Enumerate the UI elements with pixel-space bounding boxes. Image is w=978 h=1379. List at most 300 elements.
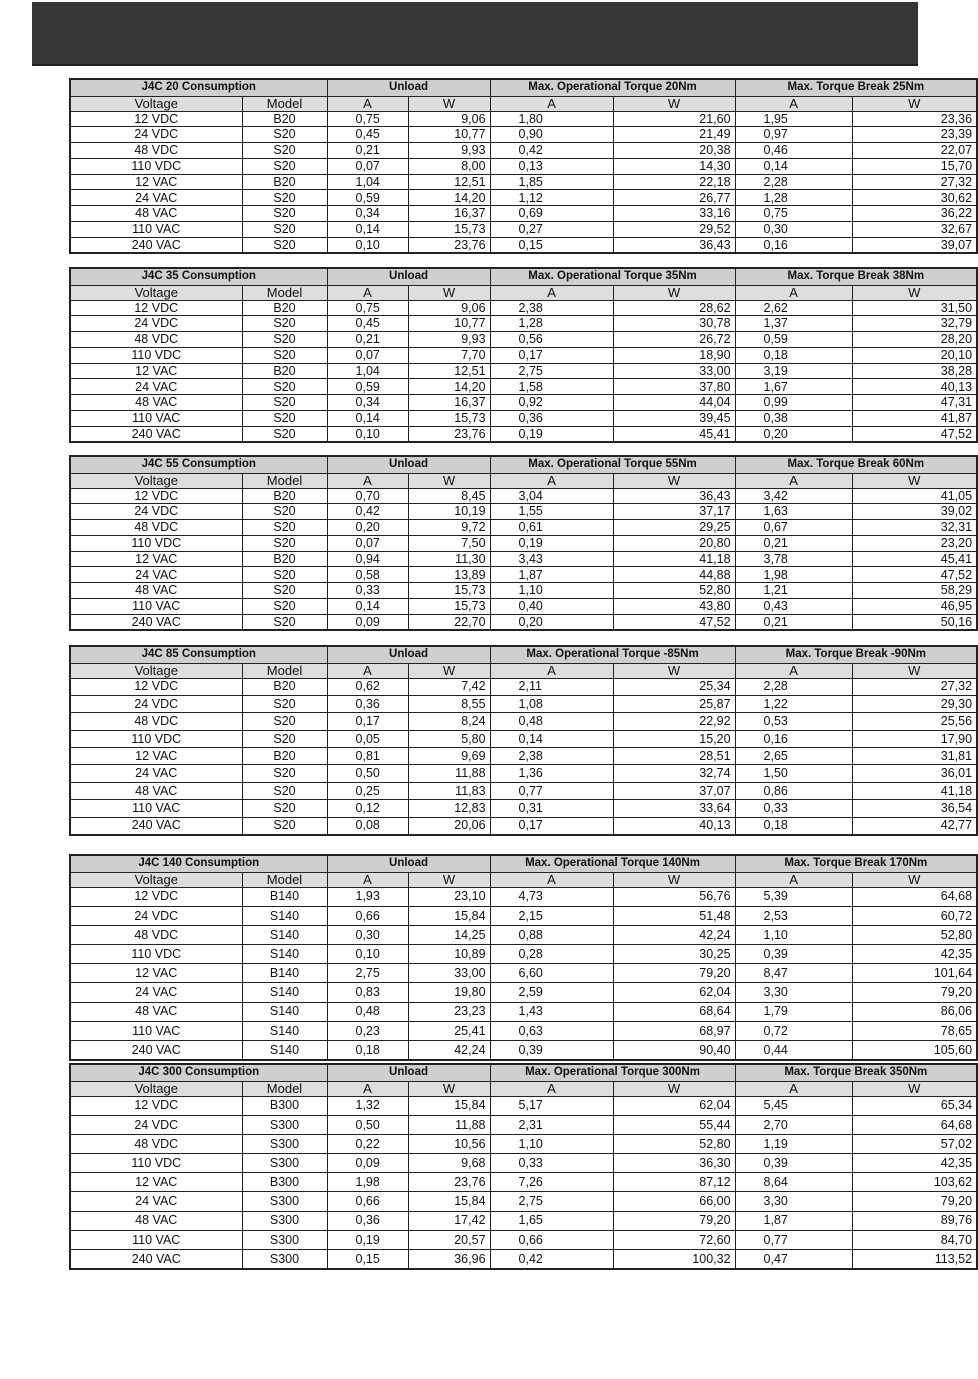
column-header: Model (242, 473, 327, 488)
watts-cell: 89,76 (852, 1211, 977, 1230)
model-cell: B20 (242, 678, 327, 695)
model-cell: S300 (242, 1230, 327, 1249)
watts-cell: 47,52 (613, 614, 735, 630)
model-cell: S20 (242, 190, 327, 206)
amps-cell: 0,25 (327, 782, 408, 799)
watts-cell: 8,00 (408, 158, 490, 174)
table-row (70, 206, 977, 222)
watts-cell: 7,50 (408, 535, 490, 551)
voltage-cell: 110 VAC (70, 800, 242, 817)
column-group-header: Unload (327, 79, 490, 96)
amps-cell: 1,28 (490, 316, 613, 332)
column-header: W (613, 1081, 735, 1096)
amps-cell: 0,22 (327, 1134, 408, 1153)
watts-cell: 28,20 (852, 332, 977, 348)
table-row (70, 748, 977, 765)
model-cell: S300 (242, 1134, 327, 1153)
watts-cell: 46,95 (852, 599, 977, 615)
watts-cell: 25,87 (613, 695, 735, 712)
column-header: W (408, 1081, 490, 1096)
table-row (70, 945, 977, 964)
model-cell: S20 (242, 713, 327, 730)
amps-cell: 0,33 (735, 800, 852, 817)
column-header: A (490, 473, 613, 488)
watts-cell: 37,07 (613, 782, 735, 799)
column-group-header: Max. Operational Torque 35Nm (490, 268, 735, 285)
column-header: Voltage (70, 473, 242, 488)
amps-cell: 0,66 (327, 1192, 408, 1211)
table-row (70, 237, 977, 253)
table-row (70, 347, 977, 363)
watts-cell: 25,34 (613, 678, 735, 695)
watts-cell: 23,36 (852, 111, 977, 127)
table-row (70, 782, 977, 799)
voltage-cell: 110 VDC (70, 1154, 242, 1173)
column-header: A (735, 285, 852, 300)
amps-cell: 1,36 (490, 765, 613, 782)
amps-cell: 0,81 (327, 748, 408, 765)
amps-cell: 1,19 (735, 1134, 852, 1153)
column-group-header: Unload (327, 268, 490, 285)
amps-cell: 1,08 (490, 695, 613, 712)
table-row (70, 379, 977, 395)
column-header: Voltage (70, 663, 242, 678)
amps-cell: 0,36 (490, 411, 613, 427)
amps-cell: 0,70 (327, 488, 408, 504)
voltage-cell: 12 VAC (70, 363, 242, 379)
watts-cell: 16,37 (408, 395, 490, 411)
watts-cell: 50,16 (852, 614, 977, 630)
amps-cell: 0,30 (735, 222, 852, 238)
model-cell: S140 (242, 1021, 327, 1040)
watts-cell: 10,89 (408, 945, 490, 964)
watts-cell: 21,60 (613, 111, 735, 127)
watts-cell: 33,00 (613, 363, 735, 379)
amps-cell: 0,21 (735, 535, 852, 551)
table-row (70, 222, 977, 238)
model-cell: S20 (242, 520, 327, 536)
column-header: W (613, 473, 735, 488)
column-header: A (490, 1081, 613, 1096)
model-cell: S20 (242, 599, 327, 615)
watts-cell: 23,39 (852, 127, 977, 143)
watts-cell: 26,77 (613, 190, 735, 206)
column-group-header: Max. Torque Break 170Nm (735, 855, 977, 872)
watts-cell: 39,02 (852, 504, 977, 520)
amps-cell: 6,60 (490, 964, 613, 983)
column-group-header: Unload (327, 456, 490, 473)
watts-cell: 45,41 (852, 551, 977, 567)
voltage-cell: 12 VAC (70, 1173, 242, 1192)
amps-cell: 3,19 (735, 363, 852, 379)
watts-cell: 36,22 (852, 206, 977, 222)
column-header: Model (242, 663, 327, 678)
watts-cell: 41,18 (852, 782, 977, 799)
watts-cell: 62,04 (613, 983, 735, 1002)
column-header: A (735, 872, 852, 887)
amps-cell: 0,42 (490, 143, 613, 159)
voltage-cell: 240 VAC (70, 1250, 242, 1269)
table-row (70, 1250, 977, 1269)
voltage-cell: 240 VAC (70, 614, 242, 630)
watts-cell: 33,16 (613, 206, 735, 222)
watts-cell: 15,84 (408, 906, 490, 925)
model-cell: S20 (242, 411, 327, 427)
voltage-cell: 48 VAC (70, 1211, 242, 1230)
table-title: J4C 140 Consumption (70, 855, 327, 872)
model-cell: B20 (242, 551, 327, 567)
amps-cell: 1,95 (735, 111, 852, 127)
voltage-cell: 240 VAC (70, 426, 242, 442)
watts-cell: 72,60 (613, 1230, 735, 1249)
amps-cell: 2,11 (490, 678, 613, 695)
amps-cell: 5,39 (735, 887, 852, 906)
amps-cell: 0,59 (327, 190, 408, 206)
column-header: A (327, 1081, 408, 1096)
column-header: W (408, 473, 490, 488)
amps-cell: 0,28 (490, 945, 613, 964)
amps-cell: 0,23 (327, 1021, 408, 1040)
watts-cell: 101,64 (852, 964, 977, 983)
table-row (70, 906, 977, 925)
watts-cell: 84,70 (852, 1230, 977, 1249)
amps-cell: 1,87 (490, 567, 613, 583)
model-cell: S20 (242, 614, 327, 630)
watts-cell: 22,70 (408, 614, 490, 630)
voltage-cell: 24 VAC (70, 983, 242, 1002)
column-header: W (852, 663, 977, 678)
amps-cell: 0,36 (327, 695, 408, 712)
watts-cell: 33,00 (408, 964, 490, 983)
column-header: W (408, 96, 490, 111)
voltage-cell: 240 VAC (70, 817, 242, 834)
watts-cell: 42,35 (852, 945, 977, 964)
table-row (70, 520, 977, 536)
model-cell: S20 (242, 800, 327, 817)
column-header: W (408, 872, 490, 887)
column-header: W (408, 663, 490, 678)
table-row (70, 143, 977, 159)
watts-cell: 27,32 (852, 174, 977, 190)
amps-cell: 1,22 (735, 695, 852, 712)
amps-cell: 0,14 (735, 158, 852, 174)
column-group-header: Max. Torque Break -90Nm (735, 646, 977, 663)
watts-cell: 36,30 (613, 1154, 735, 1173)
table-row (70, 411, 977, 427)
watts-cell: 23,76 (408, 1173, 490, 1192)
column-header: W (613, 285, 735, 300)
watts-cell: 31,81 (852, 748, 977, 765)
watts-cell: 38,28 (852, 363, 977, 379)
amps-cell: 2,62 (735, 300, 852, 316)
watts-cell: 32,74 (613, 765, 735, 782)
voltage-cell: 12 VAC (70, 551, 242, 567)
voltage-cell: 48 VDC (70, 925, 242, 944)
model-cell: S300 (242, 1154, 327, 1173)
column-header: A (490, 285, 613, 300)
table-row (70, 1134, 977, 1153)
voltage-cell: 12 VDC (70, 887, 242, 906)
watts-cell: 41,87 (852, 411, 977, 427)
amps-cell: 0,15 (327, 1250, 408, 1269)
watts-cell: 30,25 (613, 945, 735, 964)
amps-cell: 0,39 (735, 945, 852, 964)
amps-cell: 0,34 (327, 395, 408, 411)
amps-cell: 0,16 (735, 730, 852, 747)
amps-cell: 2,53 (735, 906, 852, 925)
model-cell: S20 (242, 222, 327, 238)
watts-cell: 57,02 (852, 1134, 977, 1153)
voltage-cell: 24 VAC (70, 190, 242, 206)
voltage-cell: 24 VDC (70, 695, 242, 712)
amps-cell: 0,39 (490, 1041, 613, 1060)
column-header: A (490, 872, 613, 887)
watts-cell: 20,10 (852, 347, 977, 363)
model-cell: S20 (242, 765, 327, 782)
watts-cell: 30,78 (613, 316, 735, 332)
watts-cell: 11,83 (408, 782, 490, 799)
voltage-cell: 24 VDC (70, 1115, 242, 1134)
voltage-cell: 48 VDC (70, 143, 242, 159)
voltage-cell: 240 VAC (70, 237, 242, 253)
amps-cell: 0,88 (490, 925, 613, 944)
column-group-header: Max. Operational Torque 20Nm (490, 79, 735, 96)
column-header: Model (242, 96, 327, 111)
table-row (70, 964, 977, 983)
watts-cell: 22,07 (852, 143, 977, 159)
column-header: W (613, 663, 735, 678)
column-header: A (490, 96, 613, 111)
column-group-header: Max. Operational Torque 140Nm (490, 855, 735, 872)
amps-cell: 0,18 (327, 1041, 408, 1060)
amps-cell: 2,75 (490, 1192, 613, 1211)
column-header: A (490, 663, 613, 678)
model-cell: S20 (242, 158, 327, 174)
voltage-cell: 24 VAC (70, 567, 242, 583)
model-cell: S140 (242, 945, 327, 964)
table-row (70, 190, 977, 206)
watts-cell: 45,41 (613, 426, 735, 442)
column-header: Model (242, 872, 327, 887)
watts-cell: 10,77 (408, 127, 490, 143)
amps-cell: 0,27 (490, 222, 613, 238)
amps-cell: 1,21 (735, 583, 852, 599)
consumption-table (69, 854, 978, 1061)
table-title: J4C 300 Consumption (70, 1064, 327, 1081)
table-row (70, 1115, 977, 1134)
voltage-cell: 24 VDC (70, 504, 242, 520)
watts-cell: 8,55 (408, 695, 490, 712)
watts-cell: 65,34 (852, 1096, 977, 1115)
watts-cell: 100,32 (613, 1250, 735, 1269)
amps-cell: 1,10 (490, 1134, 613, 1153)
table-title: J4C 20 Consumption (70, 79, 327, 96)
table-row (70, 1173, 977, 1192)
amps-cell: 0,19 (327, 1230, 408, 1249)
model-cell: S300 (242, 1115, 327, 1134)
amps-cell: 0,10 (327, 426, 408, 442)
amps-cell: 0,07 (327, 347, 408, 363)
consumption-table (69, 267, 978, 443)
table-row (70, 1002, 977, 1021)
voltage-cell: 48 VDC (70, 520, 242, 536)
watts-cell: 79,20 (613, 1211, 735, 1230)
watts-cell: 9,69 (408, 748, 490, 765)
column-header: W (852, 473, 977, 488)
amps-cell: 1,79 (735, 1002, 852, 1021)
table-row (70, 983, 977, 1002)
table-row (70, 730, 977, 747)
amps-cell: 1,12 (490, 190, 613, 206)
voltage-cell: 24 VAC (70, 379, 242, 395)
column-group-header: Unload (327, 1064, 490, 1081)
column-group-header: Max. Operational Torque 55Nm (490, 456, 735, 473)
table-row (70, 551, 977, 567)
watts-cell: 66,00 (613, 1192, 735, 1211)
amps-cell: 2,59 (490, 983, 613, 1002)
voltage-cell: 48 VAC (70, 782, 242, 799)
column-header: Voltage (70, 872, 242, 887)
amps-cell: 8,64 (735, 1173, 852, 1192)
amps-cell: 2,28 (735, 678, 852, 695)
amps-cell: 0,07 (327, 158, 408, 174)
model-cell: S140 (242, 1002, 327, 1021)
table-row (70, 614, 977, 630)
model-cell: S20 (242, 332, 327, 348)
amps-cell: 0,69 (490, 206, 613, 222)
table-row (70, 158, 977, 174)
amps-cell: 2,75 (490, 363, 613, 379)
amps-cell: 1,10 (735, 925, 852, 944)
model-cell: S20 (242, 817, 327, 834)
amps-cell: 3,30 (735, 983, 852, 1002)
table-row (70, 316, 977, 332)
column-group-header: Max. Torque Break 38Nm (735, 268, 977, 285)
voltage-cell: 24 VDC (70, 906, 242, 925)
model-cell: B20 (242, 488, 327, 504)
table-row (70, 111, 977, 127)
watts-cell: 15,73 (408, 583, 490, 599)
column-header: A (327, 96, 408, 111)
watts-cell: 22,92 (613, 713, 735, 730)
watts-cell: 16,37 (408, 206, 490, 222)
amps-cell: 0,56 (490, 332, 613, 348)
amps-cell: 0,33 (490, 1154, 613, 1173)
voltage-cell: 12 VAC (70, 964, 242, 983)
watts-cell: 14,20 (408, 190, 490, 206)
amps-cell: 0,77 (735, 1230, 852, 1249)
amps-cell: 0,48 (327, 1002, 408, 1021)
table-row (70, 1096, 977, 1115)
model-cell: S140 (242, 1041, 327, 1060)
amps-cell: 1,93 (327, 887, 408, 906)
amps-cell: 1,55 (490, 504, 613, 520)
amps-cell: 1,58 (490, 379, 613, 395)
watts-cell: 25,41 (408, 1021, 490, 1040)
watts-cell: 15,73 (408, 599, 490, 615)
table-row (70, 887, 977, 906)
amps-cell: 0,72 (735, 1021, 852, 1040)
amps-cell: 3,43 (490, 551, 613, 567)
watts-cell: 58,29 (852, 583, 977, 599)
watts-cell: 9,72 (408, 520, 490, 536)
voltage-cell: 240 VAC (70, 1041, 242, 1060)
amps-cell: 1,98 (327, 1173, 408, 1192)
watts-cell: 29,52 (613, 222, 735, 238)
amps-cell: 0,21 (735, 614, 852, 630)
voltage-cell: 110 VAC (70, 1230, 242, 1249)
table-row (70, 300, 977, 316)
column-header: A (327, 285, 408, 300)
watts-cell: 29,25 (613, 520, 735, 536)
table-row (70, 488, 977, 504)
voltage-cell: 48 VAC (70, 206, 242, 222)
watts-cell: 41,18 (613, 551, 735, 567)
table-row (70, 1230, 977, 1249)
voltage-cell: 24 VDC (70, 127, 242, 143)
watts-cell: 47,52 (852, 567, 977, 583)
watts-cell: 15,84 (408, 1192, 490, 1211)
amps-cell: 0,05 (327, 730, 408, 747)
amps-cell: 0,38 (735, 411, 852, 427)
model-cell: S20 (242, 583, 327, 599)
table-row (70, 1154, 977, 1173)
voltage-cell: 110 VDC (70, 535, 242, 551)
watts-cell: 60,72 (852, 906, 977, 925)
amps-cell: 0,77 (490, 782, 613, 799)
watts-cell: 42,24 (613, 925, 735, 944)
amps-cell: 1,67 (735, 379, 852, 395)
amps-cell: 1,87 (735, 1211, 852, 1230)
amps-cell: 0,18 (735, 347, 852, 363)
consumption-table (69, 1063, 978, 1270)
watts-cell: 78,65 (852, 1021, 977, 1040)
watts-cell: 15,73 (408, 222, 490, 238)
table-title: J4C 55 Consumption (70, 456, 327, 473)
voltage-cell: 48 VDC (70, 713, 242, 730)
amps-cell: 0,08 (327, 817, 408, 834)
amps-cell: 0,97 (735, 127, 852, 143)
table-row (70, 599, 977, 615)
amps-cell: 0,39 (735, 1154, 852, 1173)
amps-cell: 0,44 (735, 1041, 852, 1060)
voltage-cell: 48 VAC (70, 395, 242, 411)
amps-cell: 0,48 (490, 713, 613, 730)
consumption-table (69, 78, 978, 254)
watts-cell: 86,06 (852, 1002, 977, 1021)
watts-cell: 36,96 (408, 1250, 490, 1269)
table-row (70, 426, 977, 442)
amps-cell: 0,34 (327, 206, 408, 222)
watts-cell: 11,88 (408, 765, 490, 782)
amps-cell: 0,33 (327, 583, 408, 599)
column-header: W (613, 96, 735, 111)
amps-cell: 0,14 (490, 730, 613, 747)
amps-cell: 0,20 (490, 614, 613, 630)
model-cell: S300 (242, 1250, 327, 1269)
watts-cell: 36,43 (613, 237, 735, 253)
model-cell: S20 (242, 730, 327, 747)
table-row (70, 583, 977, 599)
voltage-cell: 12 VDC (70, 678, 242, 695)
watts-cell: 51,48 (613, 906, 735, 925)
amps-cell: 2,70 (735, 1115, 852, 1134)
watts-cell: 23,20 (852, 535, 977, 551)
amps-cell: 0,59 (327, 379, 408, 395)
amps-cell: 1,98 (735, 567, 852, 583)
column-header: Voltage (70, 285, 242, 300)
table-row (70, 567, 977, 583)
